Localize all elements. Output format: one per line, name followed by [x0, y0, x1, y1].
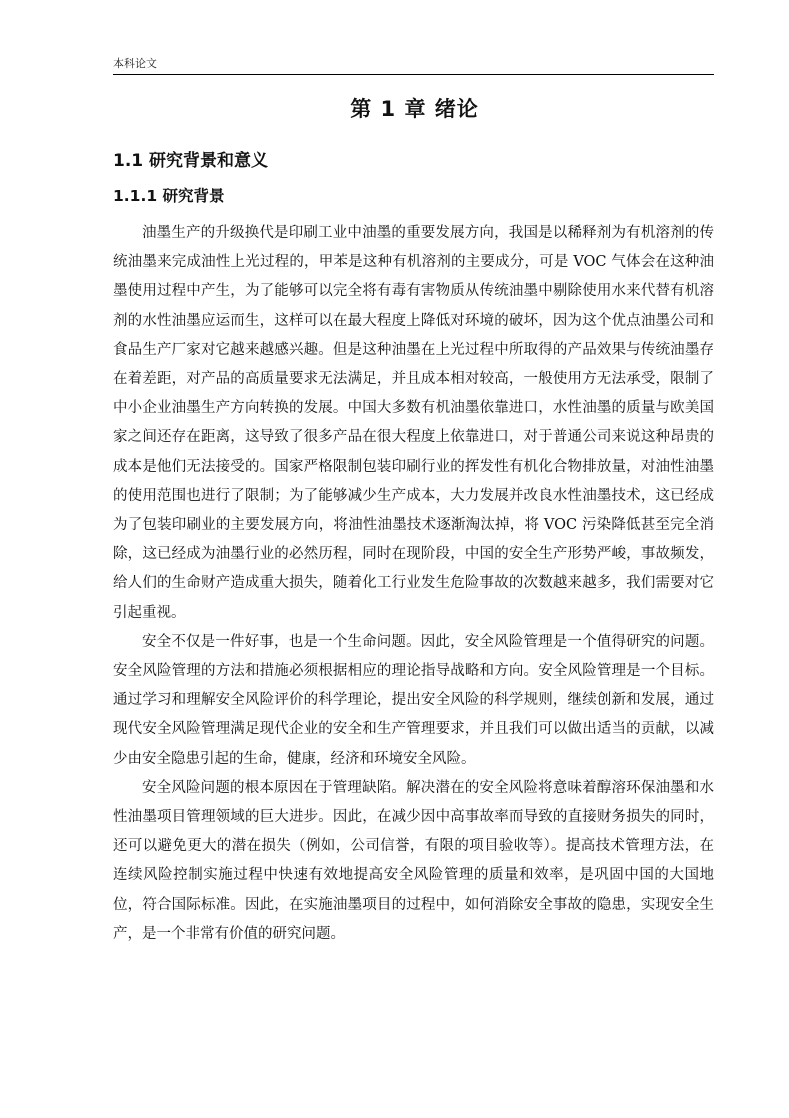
paragraph: 油墨生产的升级换代是印刷工业中油墨的重要发展方向，我国是以稀释剂为有机溶剂的传统油墨来完成油性上光过程的，甲苯是这种有机溶剂的主要成分，可是 VOC 气体会在这种油墨使用过程中产生，为了能够可以完全将有毒有害物质从传统油墨中剔除使用水来代替有机溶剂的水性油墨应运而生，这样可以在最大程度上降低对环境的破坏，因为这个优点油墨公司和食品生产厂家对它越来越感兴趣。但是这种油墨在上光过程中所取得的产品效果与传统油墨存在着差距，对产品的高质量要求无法满足，并且成本相对较高，一般使用方无法承受，限制了中小企业油墨生产方向转换的发展。中国大多数有机油墨依靠进口，水性油墨的质量与欧美国家之间还存在距离，这导致了很多产品在很大程度上依靠进口，对于普通公司来说这种昂贵的成本是他们无法接受的。国家严格限制包装印刷行业的挥发性有机化合物排放量，对油性油墨的使用范围也进行了限制；为了能够减少生产成本，大力发展并改良水性油墨技术，这已经成为了包装印刷业的主要发展方向，将油性油墨技术逐渐淘汰掉，将 VOC 污染降低甚至完全消除，这已经成为油墨行业的必然历程，同时在现阶段，中国的安全生产形势严峻，事故频发，给人们的生命财产造成重大损失，随着化工行业发生危险事故的次数越来越多，我们需要对它引起重视。: [113, 225, 714, 621]
paragraph: 安全风险问题的根本原因在于管理缺陷。解决潜在的安全风险将意味着醇溶环保油墨和水性油墨项目管理领域的巨大进步。因此，在减少因中高事故率而导致的直接财务损失的同时，还可以避免更大的潜在损失（例如，公司信誉，有限的项目验收等）。提高技术管理方法，在连续风险控制实施过程中快速有效地提高安全风险管理的质量和效率，是巩固中国的大国地位，符合国际标准。因此，在实施油墨项目的过程中，如何消除安全事故的隐患，实现安全生产，是一个非常有价值的研究问题。: [113, 779, 714, 942]
header-divider: [113, 74, 714, 75]
chapter-title: 第 1 章 绪论: [350, 97, 479, 121]
subsection-title: 1.1.1 研究背景: [113, 187, 225, 205]
section-title: 1.1 研究背景和意义: [113, 151, 269, 171]
paragraph: 安全不仅是一件好事，也是一个生命问题。因此，安全风险管理是一个值得研究的问题。安全风险管理的方法和措施必须根据相应的理论指导战略和方向。安全风险管理是一个目标。通过学习和理解安全风险评价的科学理论，提出安全风险的科学规则，继续创新和发展，通过现代安全风险管理满足现代企业的安全和生产管理要求，并且我们可以做出适当的贡献，以减少由安全隐患引起的生命，健康，经济和环境安全风险。: [113, 633, 714, 767]
running-header: 本科论文: [113, 57, 157, 70]
body-text: [113, 219, 714, 949]
